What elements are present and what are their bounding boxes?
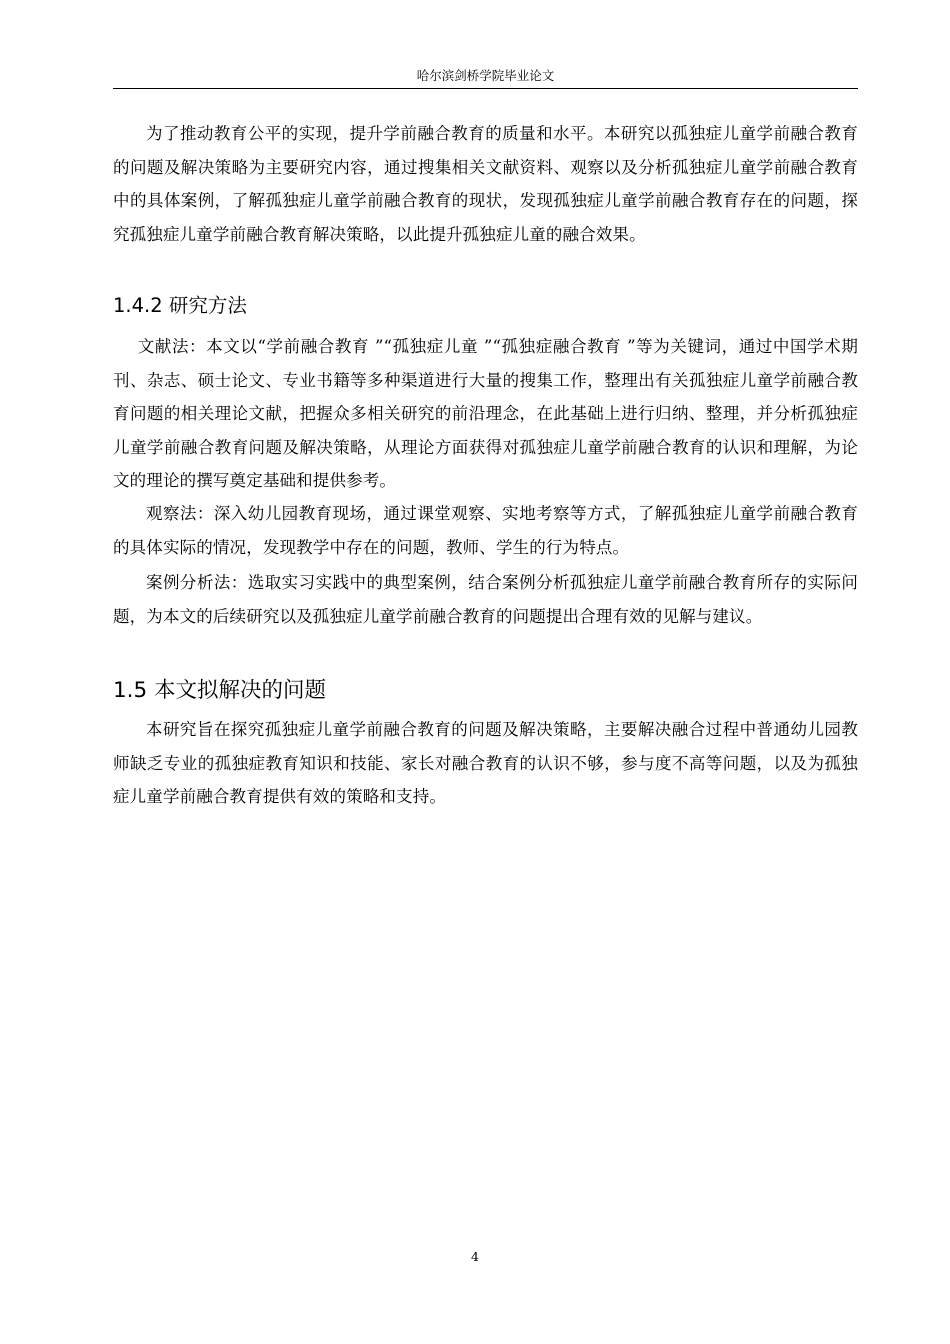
header-divider — [113, 88, 858, 89]
section-heading-problems: 1.5 本文拟解决的问题 — [113, 678, 327, 703]
section-heading-research-methods: 1.4.2 研究方法 — [113, 294, 247, 317]
intro-paragraph: 为了推动教育公平的实现，提升学前融合教育的质量和水平。本研究以孤独症儿童学前融合教育的问题及解决策略为主要研究内容，通过搜集相关文献资料、观察以及分析孤独症儿童学前融合教育中的具体案例，了解孤独症儿童学前融合教育的现状，发现孤独症儿童学前融合教育存在的问题，探究孤独症儿童学前融合教育解决策略，以此提升孤独症儿童的融合效果。 — [113, 124, 858, 244]
observation-method-paragraph: 观察法：深入幼儿园教育现场，通过课堂观察、实地考察等方式，了解孤独症儿童学前融合教育的具体实际的情况，发现教学中存在的问题，教师、学生的行为特点。 — [113, 504, 858, 557]
problems-paragraph: 本研究旨在探究孤独症儿童学前融合教育的问题及解决策略，主要解决融合过程中普通幼儿园教师缺乏专业的孤独症教育知识和技能、家长对融合教育的认识不够，参与度不高等问题，以及为孤独症儿童学前融合教育提供有效的策略和支持。 — [113, 720, 858, 806]
page-number: 4 — [471, 1249, 479, 1264]
running-header: 哈尔滨剑桥学院毕业论文 — [416, 68, 555, 83]
literature-method-paragraph: 文献法：本文以“学前融合教育 ”“孤独症儿童 ”“孤独症融合教育 ”等为关键词，通过中国学术期刊、杂志、硕士论文、专业书籍等多种渠道进行大量的搜集工作，整理出有关孤独症儿童学前融合教育问题的相关理论文献，把握众多相关研究的前沿理念，在此基础上进行归纳、整理，并分析孤独症儿童学前融合教育问题及解决策略，从理论方面获得对孤独症儿童学前融合教育的认识和理解，为论文的理论的撰写奠定基础和提供参考。 — [113, 337, 858, 490]
case-study-method-paragraph: 案例分析法：选取实习实践中的典型案例，结合案例分析孤独症儿童学前融合教育所存的实际问题，为本文的后续研究以及孤独症儿童学前融合教育的问题提出合理有效的见解与建议。 — [113, 573, 858, 626]
